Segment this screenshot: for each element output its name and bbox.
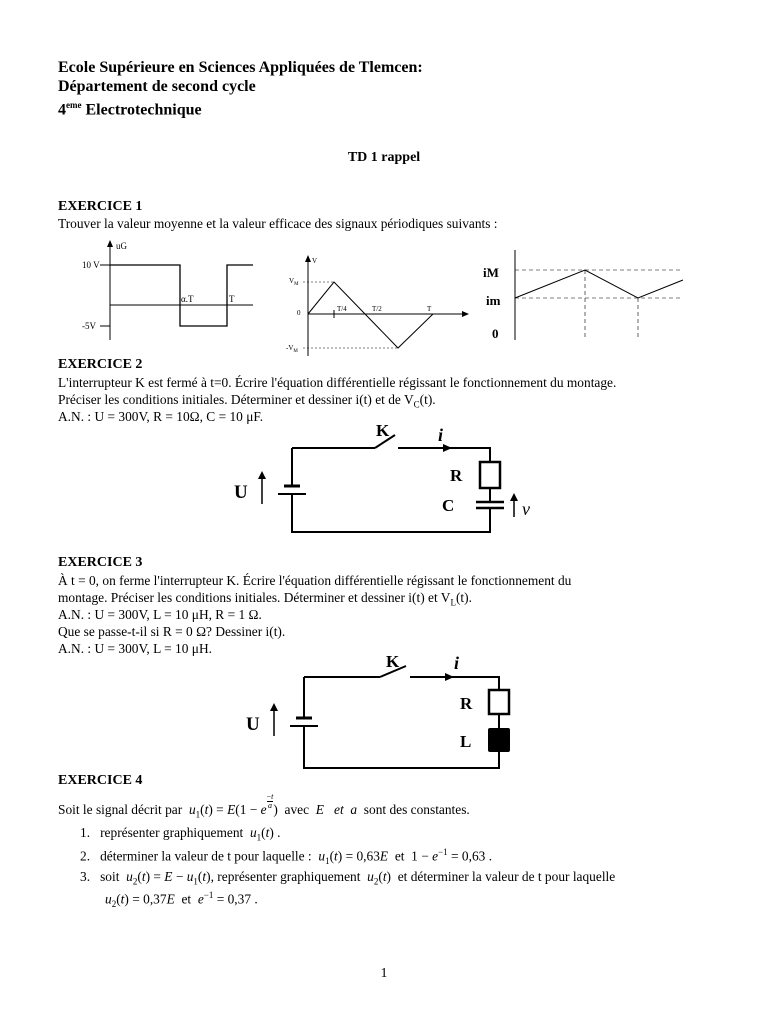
fig2-vm: V — [289, 277, 295, 285]
ex4-item-2-et: et — [394, 848, 405, 864]
ex4-heading: EXERCICE 4 — [58, 773, 143, 788]
department-name: Département de second cycle — [58, 78, 256, 95]
ex3-heading: EXERCICE 3 — [58, 555, 143, 570]
ex4-item-3-val2: 0,37 — [227, 891, 252, 907]
fig3-zero: 0 — [492, 326, 499, 341]
ex4-item-3-text-c: et déterminer la valeur de t pour laquelle — [397, 869, 616, 884]
ex4-intro: Soit le signal décrit par $u_1(t) = E(1 - e$ $\frac{-t}{a}$ ) avec E et a sont des constantes. — [58, 792, 470, 820]
fig3-im: im — [486, 293, 501, 308]
ex2-capacitor-label: C — [442, 496, 455, 515]
fig1-ylabel: uG — [116, 241, 127, 251]
ex4-item-2-val1: 0,63 — [356, 848, 380, 864]
ex1-figure-triangle-wave — [283, 252, 473, 364]
ex3-inductor-label: L — [460, 732, 472, 751]
ex2-line2-a: Préciser les conditions initiales. Déterminer et dessiner i(t) et de V — [58, 392, 414, 407]
fig2-neg-vm: -V — [286, 344, 294, 352]
ex4-item-3-text-a: soit — [100, 869, 120, 884]
ex3-line2-a: montage. Préciser les conditions initiales. Déterminer et dessiner i(t) et V — [58, 590, 451, 605]
ex3-line2-sub: L — [450, 597, 456, 608]
ex1-text: Trouver la valeur moyenne et la valeur efficace des signaux périodiques suivants : — [58, 216, 498, 231]
ex2-line2-b: (t). — [419, 392, 436, 407]
ex4-item-2-val2: 0,63 — [461, 848, 486, 864]
ex4-item-2: 2. déterminer la valeur de t pour laquelle : $u_1(t) = 0,63E$ et $1 - e^{-1} = 0,63$ . — [80, 847, 493, 867]
ex4-consts: sont des constantes. — [363, 802, 470, 817]
ex4-et: et — [334, 802, 344, 817]
ex2-line3: A.N. : U = 300V, R = 10Ω, C = 10 μF. — [58, 409, 264, 424]
fig2-t4: T/4 — [337, 305, 347, 313]
page-number: 1 — [380, 966, 388, 981]
school-name: Ecole Supérieure en Sciences Appliquées de Tlemcen: — [58, 59, 423, 76]
ex1-figure-ripple-current — [480, 250, 685, 345]
fig1-alphaT-label: α.T — [181, 294, 194, 304]
ex4-item-3-et: et — [181, 891, 192, 907]
ex3-current-label: i — [454, 653, 460, 673]
fig2-neg-vm-label — [286, 344, 298, 354]
ex2-switch-label: K — [376, 421, 390, 440]
ex4-item-1-text: représenter graphiquement — [100, 825, 244, 840]
ex2-line2-sub: C — [413, 399, 420, 410]
ex3-line3: A.N. : U = 300V, L = 10 μH, R = 1 Ω. — [58, 607, 262, 622]
ex1-figure-square-wave — [70, 238, 260, 350]
ex3-rl-circuit — [238, 650, 538, 772]
ex4-item-1: 1. représenter graphiquement $u_1(t)$ . — [80, 825, 281, 843]
fig2-t2: T/2 — [372, 305, 382, 313]
ex3-line1: À t = 0, on ferme l'interrupteur K. Écrire l'équation différentielle régissant le fonctionnement du — [58, 573, 572, 588]
ex4-formula-u1: $u_1(t) = E(1 - e$ $\frac{-t}{a}$ ) — [188, 792, 278, 820]
document-title: TD 1 rappel — [347, 150, 421, 165]
ex4-avec: avec — [284, 802, 310, 817]
ex4-intro-text: Soit le signal décrit par — [58, 802, 183, 817]
fig1-T-label: T — [229, 294, 235, 304]
ex2-source-label: U — [234, 482, 248, 503]
course-year — [58, 96, 202, 119]
ex2-heading: EXERCICE 2 — [58, 357, 143, 372]
ex3-switch-label: K — [386, 652, 400, 671]
ex2-current-label: i — [438, 425, 444, 445]
ex4-item-3-num: 3. — [80, 869, 91, 884]
ex4-item-3-text-b: , représenter graphiquement — [210, 869, 361, 884]
ex2-resistor-label: R — [450, 466, 463, 485]
course-name: Electrotechnique — [81, 101, 202, 119]
fig1-top-label: 10 V — [82, 260, 100, 270]
ex4-item-2-num: 2. — [80, 848, 91, 864]
ex3-line5: A.N. : U = 300V, L = 10 μH. — [58, 641, 212, 656]
ex4-item-3: 3. soit $u_2(t) = E - u_1(t)$, représenter graphiquement $u_2(t)$ et déterminer la valeur de t pour laquelle — [80, 869, 616, 887]
fig2-vm-label — [289, 277, 299, 287]
fig2-T: T — [427, 305, 432, 313]
ex4-item-1-num: 1. — [80, 825, 91, 840]
ex4-item-3-cont: $u_2(t) = 0,37E$ et $e^{-1} = 0,37$ . — [105, 890, 258, 910]
ex4-item-3-val1: 0,37 — [143, 891, 167, 907]
fig2-neg-vm-sub: M — [293, 349, 298, 354]
ex2-voltage-label: v — [522, 499, 530, 519]
fig2-vm-sub: M — [294, 282, 299, 287]
year-suffix: eme — [66, 100, 82, 110]
ex3-line2-b: (t). — [455, 590, 472, 605]
ex1-heading: EXERCICE 1 — [58, 199, 143, 214]
ex2-rc-circuit — [230, 422, 550, 538]
ex2-line1: L'interrupteur K est fermé à t=0. Écrire l'équation différentielle régissant le fonctionnement du montage. — [58, 375, 617, 390]
ex3-source-label: U — [246, 714, 260, 735]
ex4-item-2-text: déterminer la valeur de t pour laquelle : — [100, 848, 312, 864]
fig3-iM: iM — [483, 265, 499, 280]
fig2-zero: 0 — [297, 309, 301, 317]
fig1-bottom-label: -5V — [82, 321, 96, 331]
year-number: 4 — [58, 101, 66, 119]
fig2-ylabel: V — [312, 257, 318, 265]
ex3-resistor-label: R — [460, 694, 473, 713]
ex3-line4: Que se passe-t-il si R = 0 Ω? Dessiner i(t). — [58, 624, 286, 639]
